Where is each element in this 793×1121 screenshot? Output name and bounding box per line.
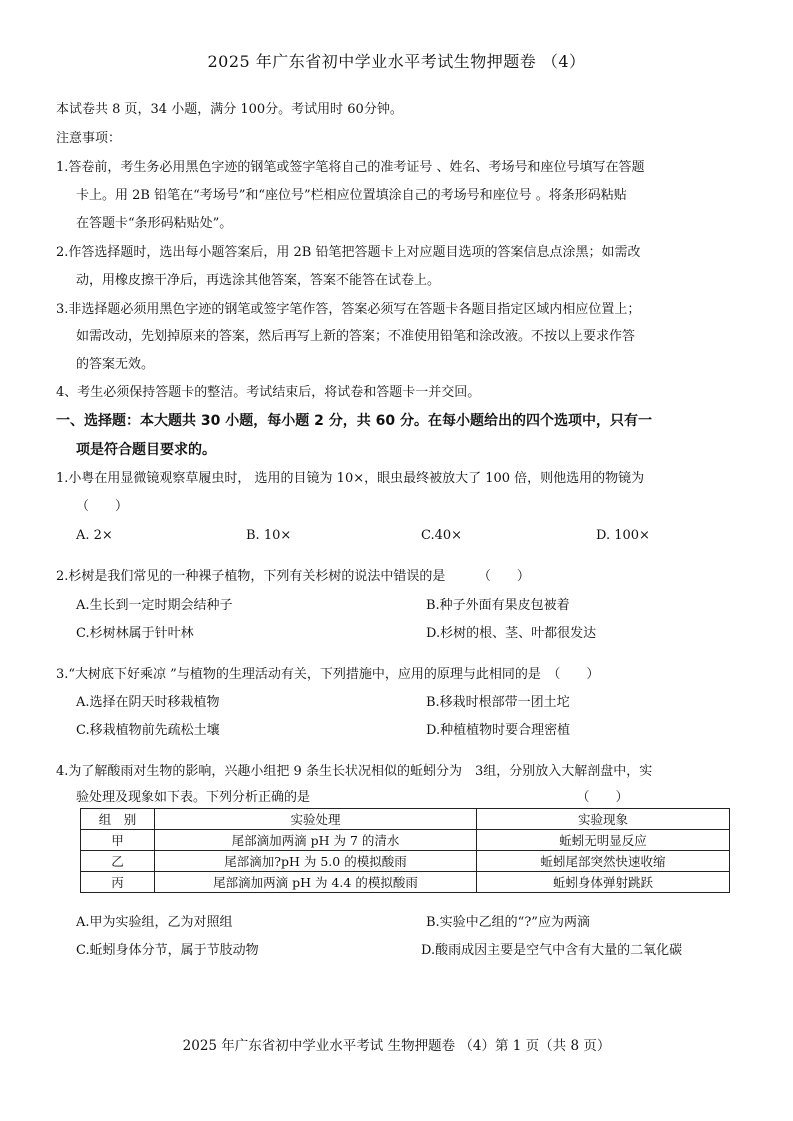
q2-option-a: A.生长到一定时期会结种子: [76, 598, 233, 613]
q2-option-b: B.种子外面有果皮包被着: [426, 598, 570, 613]
section-heading-line-1: 一、选择题：本大题共 30 小题，每小题 2 分，共 60 分。在每小题给出的四个选项中，只有一: [56, 413, 652, 429]
table-header-cell: 实验处理: [155, 809, 477, 830]
section-heading-line-2: 项是符合题目要求的。: [76, 442, 216, 458]
q4-option-d: D.酸雨成因主要是空气中含有大量的二氧化碳: [421, 943, 683, 958]
page-footer: 2025 年广东省初中学业水平考试 生物押题卷 （4）第 1 页（共 8 页）: [182, 1038, 611, 1054]
q1-option-a: A. 2×: [76, 528, 113, 543]
page-title: 2025 年广东省初中学业水平考试生物押题卷 （4）: [207, 52, 586, 71]
note-1-line-3: 在答题卡“条形码粘贴处”。: [76, 216, 233, 231]
note-3-line-1: 3.非选择题必须用黑色字迹的钢笔或签字笔作答，答案必须写在答题卡各题目指定区域内相应位置上；: [56, 302, 641, 317]
experiment-table: [80, 808, 730, 893]
table-row: [81, 851, 730, 872]
note-3-line-2: 如需改动，先划掉原来的答案，然后再写上新的答案；不准使用铅笔和涂改液。不按以上要求作答: [76, 329, 636, 344]
q4-option-c: C.蚯蚓身体分节，属于节肢动物: [76, 943, 259, 958]
q4-stem-line-1: 4.为了解酸雨对生物的影响，兴趣小组把 9 条生长状况相似的蚯蚓分为 3组，分别放入大解剖盘中，实: [56, 764, 653, 779]
table-header-cell: 组 别: [81, 809, 155, 830]
q3-option-a: A.选择在阴天时移栽植物: [76, 695, 220, 710]
q1-option-c: C.40×: [421, 528, 463, 543]
table-cell: 丙: [81, 872, 155, 893]
table-cell: 尾部滴加?pH 为 5.0 的模拟酸雨: [155, 851, 477, 872]
q3-stem: 3.“大树底下好乘凉 ”与植物的生理活动有关，下列措施中，应用的原理与此相同的是 （ ）: [56, 667, 600, 682]
q1-option-b: B. 10×: [246, 528, 292, 543]
note-1-line-2: 卡上。用 2B 铅笔在“考场号”和“座位号”栏相应位置填涂自己的考场号和座位号 。将条形码粘贴: [76, 188, 627, 203]
note-2-line-1: 2.作答选择题时，选出每小题答案后，用 2B 铅笔把答题卡上对应题目选项的答案信息点涂黑；如需改: [56, 245, 641, 260]
q4-option-b: B.实验中乙组的“?”应为两滴: [426, 915, 590, 930]
table-cell: 尾部滴加两滴 pH 为 7 的清水: [155, 830, 477, 851]
q1-option-d: D. 100×: [596, 528, 650, 543]
table-cell: 甲: [81, 830, 155, 851]
table-cell: 乙: [81, 851, 155, 872]
q4-stem-line-2: 验处理及现象如下表。下列分析正确的是 （ ）: [76, 790, 629, 805]
intro-text: 本试卷共 8 页，34 小题，满分 100分。考试用时 60分钟。: [56, 102, 403, 117]
table-cell: 蚯蚓身体弹射跳跃: [477, 872, 730, 893]
table-row: [81, 830, 730, 851]
table-cell: 蚯蚓无明显反应: [477, 830, 730, 851]
table-header-row: [81, 809, 730, 830]
note-4-line-1: 4、考生必须保持答题卡的整洁。考试结束后，将试卷和答题卡一并交回。: [56, 385, 481, 400]
table-cell: 尾部滴加两滴 pH 为 4.4 的模拟酸雨: [155, 872, 477, 893]
q1-bracket: （ ）: [76, 499, 129, 514]
q1-stem: 1.小粤在用显微镜观察草履虫时， 选用的目镜为 10×，眼虫最终被放大了 100 倍，则他选用的物镜为: [56, 471, 645, 486]
q3-option-d: D.种植植物时要合理密植: [426, 723, 571, 738]
table-header-cell: 实验现象: [477, 809, 730, 830]
q4-option-a: A.甲为实验组，乙为对照组: [76, 915, 233, 930]
q2-stem: 2.杉树是我们常见的一种裸子植物，下列有关杉树的说法中错误的是 （ ）: [56, 569, 530, 584]
note-3-line-3: 的答案无效。: [76, 357, 155, 372]
note-1-line-1: 1.答卷前，考生务必用黑色字迹的钢笔或签字笔将自己的准考证号 、姓名、考场号和座位号填写在答题: [56, 160, 645, 175]
q2-option-d: D.杉树的根、茎、叶都很发达: [426, 626, 597, 641]
q3-option-b: B.移栽时根部带一团土坨: [426, 695, 570, 710]
q3-option-c: C.移栽植物前先疏松土壤: [76, 723, 220, 738]
note-2-line-2: 动，用橡皮擦干净后，再选涂其他答案，答案不能答在试卷上。: [76, 273, 441, 288]
table-row: [81, 872, 730, 893]
table-cell: 蚯蚓尾部突然快速收缩: [477, 851, 730, 872]
notes-heading: 注意事项：: [56, 131, 122, 146]
q2-option-c: C.杉树林属于针叶林: [76, 626, 194, 641]
